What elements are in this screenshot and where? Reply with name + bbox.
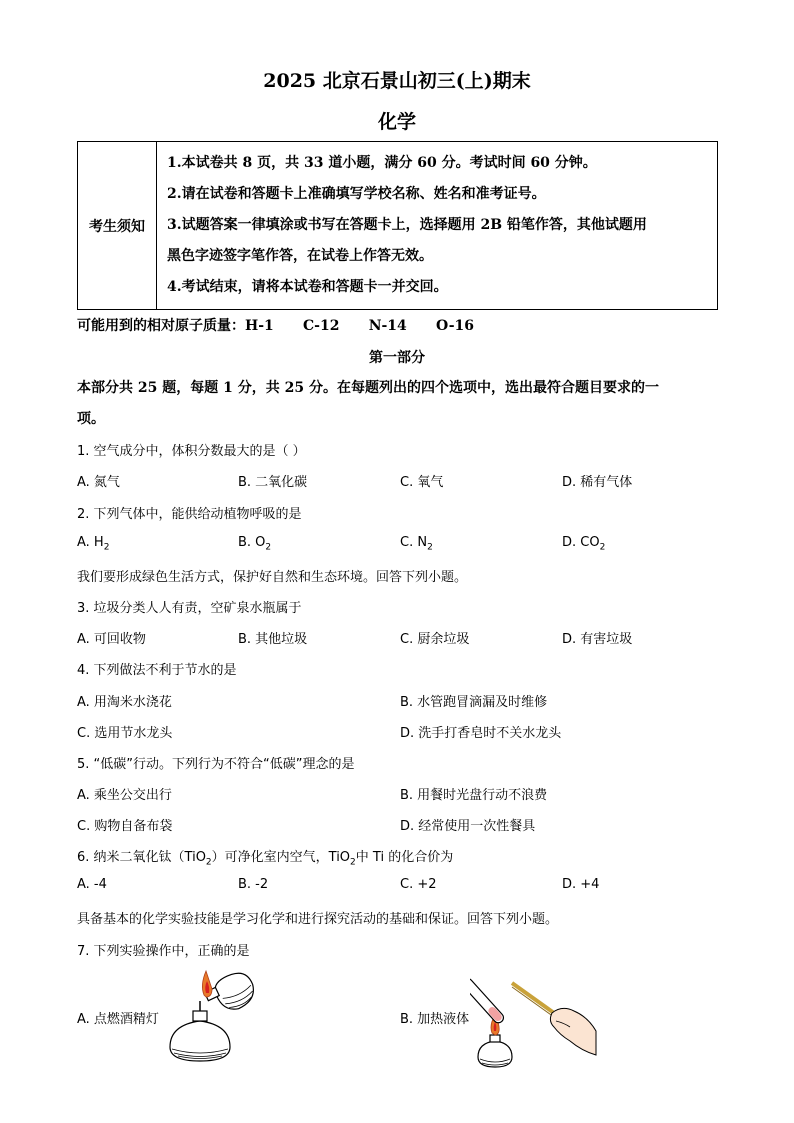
notice-label: 考生须知 xyxy=(78,142,157,310)
question-4-stem: 4. 下列做法不利于节水的是 xyxy=(77,663,237,678)
q2-option-b: B. $O_2$ xyxy=(238,535,272,553)
q1-option-a: A. 氮气 xyxy=(77,475,120,490)
notice-item: 2.请在试卷和答题卡上准确填写学校名称、姓名和准考证号。 xyxy=(167,186,546,202)
q4-option-a: A. 用淘米水浇花 xyxy=(77,695,172,710)
q2-option-d: D. $CO_2$ xyxy=(562,535,606,553)
heating-liquid-figure xyxy=(470,965,600,1070)
q5-option-a: A. 乘坐公交出行 xyxy=(77,788,172,803)
q6-option-d: D. +4 xyxy=(562,877,600,892)
q6-option-a: A. -4 xyxy=(77,877,107,892)
document-title: 2025 北京石景山初三(上)期末 xyxy=(263,70,531,92)
q6-option-b: B. -2 xyxy=(238,877,269,892)
q3-option-b: B. 其他垃圾 xyxy=(238,632,308,647)
q1-option-b: B. 二氧化碳 xyxy=(238,475,308,490)
atomic-masses: 可能用到的相对原子质量：H-1 C-12 N-14 O-16 xyxy=(77,318,475,334)
alcohol-lamp-figure xyxy=(160,965,275,1065)
q7-option-a: A. 点燃酒精灯 xyxy=(77,1012,159,1027)
notice-item: 4.考试结束，请将本试卷和答题卡一并交回。 xyxy=(167,279,448,295)
q3-option-a: A. 可回收物 xyxy=(77,632,146,647)
q4-option-c: C. 选用节水龙头 xyxy=(77,726,173,741)
q5-option-c: C. 购物自备布袋 xyxy=(77,819,173,834)
q2-option-a: A. $H_2$ xyxy=(77,535,110,553)
q5-option-d: D. 经常使用一次性餐具 xyxy=(400,819,536,834)
question-7-stem: 7. 下列实验操作中，正确的是 xyxy=(77,944,250,959)
q1-option-c: C. 氧气 xyxy=(400,475,444,490)
context-green-life: 我们要形成绿色生活方式，保护好自然和生态环境。回答下列小题。 xyxy=(77,570,468,585)
question-2-stem: 2. 下列气体中，能供给动植物呼吸的是 xyxy=(77,507,302,522)
question-6-stem: 6. 纳米二氧化钛（TiO$_2$）可净化室内空气，TiO$_2$中 Ti 的化合价为 xyxy=(77,850,454,868)
q3-option-d: D. 有害垃圾 xyxy=(562,632,633,647)
question-5-stem: 5. “低碳”行动。下列行为不符合“低碳”理念的是 xyxy=(77,757,355,772)
q5-option-b: B. 用餐时光盘行动不浪费 xyxy=(400,788,548,803)
q6-option-c: C. +2 xyxy=(400,877,437,892)
subject-title: 化学 xyxy=(377,111,416,133)
q7-option-b: B. 加热液体 xyxy=(400,1012,470,1027)
part-intro-cont: 项。 xyxy=(77,411,105,427)
q1-option-d: D. 稀有气体 xyxy=(562,475,633,490)
question-3-stem: 3. 垃圾分类人人有责，空矿泉水瓶属于 xyxy=(77,601,302,616)
part-title: 第一部分 xyxy=(369,350,425,366)
notice-table xyxy=(77,141,718,310)
part-intro: 本部分共 25 题，每题 1 分，共 25 分。在每题列出的四个选项中，选出最符合题目要求的一 xyxy=(77,380,659,396)
context-lab-skills: 具备基本的化学实验技能是学习化学和进行探究活动的基础和保证。回答下列小题。 xyxy=(77,912,559,927)
q2-option-c: C. $N_2$ xyxy=(400,535,433,553)
notice-item: 3.试题答案一律填涂或书写在答题卡上，选择题用 2B 铅笔作答，其他试题用 xyxy=(167,217,647,233)
notice-item: 1.本试卷共 8 页，共 33 道小题，满分 60 分。考试时间 60 分钟。 xyxy=(167,155,597,171)
q3-option-c: C. 厨余垃圾 xyxy=(400,632,470,647)
notice-item: 黑色字迹签字笔作答，在试卷上作答无效。 xyxy=(167,248,433,264)
question-1-stem: 1. 空气成分中，体积分数最大的是（ ） xyxy=(77,444,306,459)
notice-items xyxy=(157,142,718,310)
q4-option-b: B. 水管跑冒滴漏及时维修 xyxy=(400,695,548,710)
q4-option-d: D. 洗手打香皂时不关水龙头 xyxy=(400,726,562,741)
